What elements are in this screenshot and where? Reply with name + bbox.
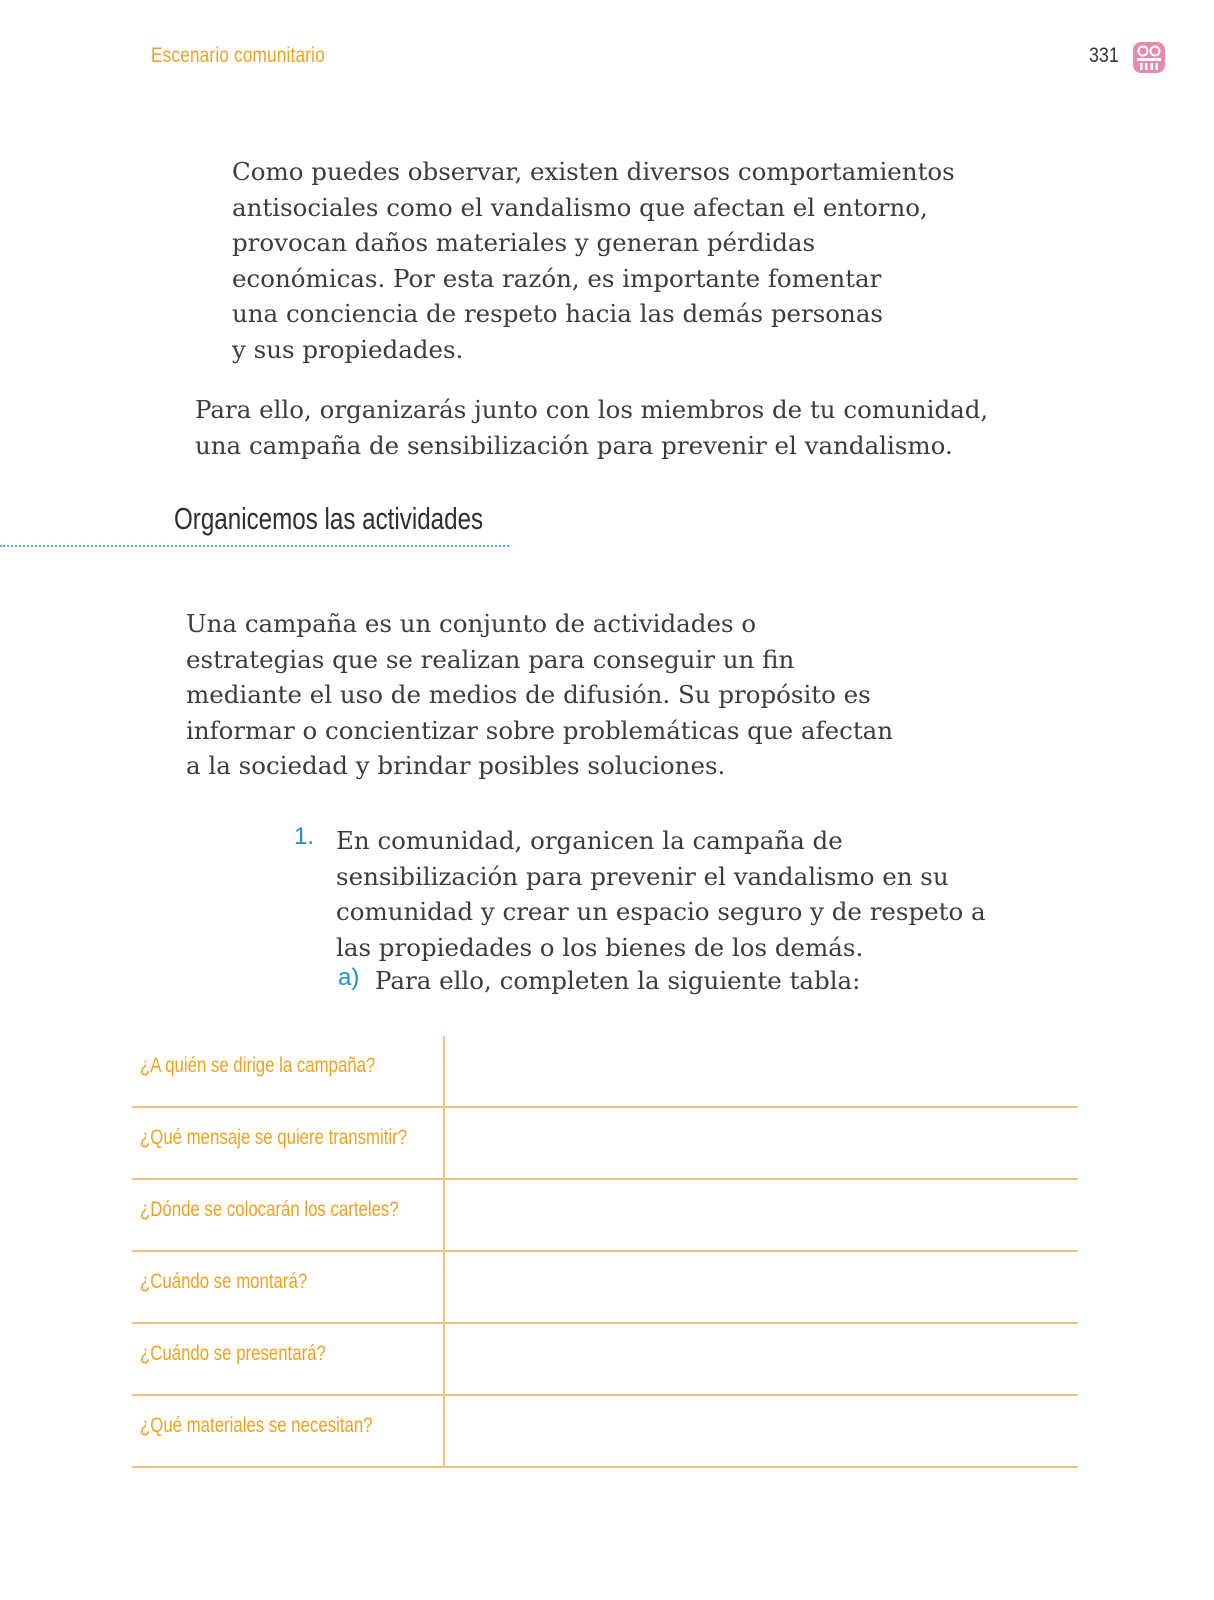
section-label: Escenario comunitario [151, 44, 325, 67]
text-line: mediante el uso de medios de difusión. Su propósito es [186, 680, 871, 709]
table-question: ¿Qué materiales se necesitan? [140, 1414, 373, 1437]
answer-cell[interactable] [445, 1108, 1078, 1178]
table-row [132, 1180, 1078, 1252]
text-line: Para ello, completen la siguiente tabla: [375, 966, 861, 995]
answer-cell[interactable] [445, 1180, 1078, 1250]
text-line: informar o concientizar sobre problemáticas que afectan [186, 715, 894, 745]
text-line: antisociales como el vandalismo que afectan el entorno, [232, 192, 928, 222]
text-line: una conciencia de respeto hacia las demás personas [232, 299, 884, 328]
answer-cell[interactable] [445, 1324, 1078, 1394]
table-question: ¿Qué mensaje se quiere transmitir? [140, 1126, 408, 1149]
text-line: y sus propiedades. [232, 334, 464, 364]
text-line: a la sociedad y brindar posibles soluciones. [186, 751, 726, 780]
table-question: ¿Dónde se colocarán los carteles? [140, 1198, 399, 1221]
table-row [132, 1324, 1078, 1396]
answer-cell[interactable] [445, 1036, 1078, 1106]
definition-paragraph [186, 606, 893, 784]
table-row [132, 1396, 1078, 1468]
sub-item-text [375, 963, 860, 999]
text-line: sensibilización para prevenir el vandalismo en su [336, 861, 949, 891]
table-question: ¿Cuándo se presentará? [140, 1342, 326, 1365]
text-line: económicas. Por esta razón, es importante fomentar [232, 263, 882, 293]
text-line: una campaña de sensibilización para prevenir el vandalismo. [195, 430, 953, 460]
table-question: ¿Cuándo se montará? [140, 1270, 308, 1293]
table-column-divider [443, 1036, 445, 1468]
answer-cell[interactable] [445, 1396, 1078, 1466]
table-row [132, 1036, 1078, 1108]
table-row [132, 1108, 1078, 1180]
campaign-table [132, 1036, 1078, 1468]
text-line: Para ello, organizarás junto con los miembros de tu comunidad, [195, 395, 989, 424]
purpose-paragraph [195, 392, 988, 463]
intro-paragraph [232, 154, 955, 367]
section-divider [0, 545, 509, 547]
activity-number: 1. [294, 823, 315, 850]
text-line: En comunidad, organicen la campaña de [336, 826, 843, 855]
text-line: Como puedes observar, existen diversos comportamientos [232, 157, 955, 186]
table-row [132, 1252, 1078, 1324]
activity-instructions [336, 823, 986, 965]
text-line: las propiedades o los bienes de los demás. [336, 932, 864, 962]
pink-glyph-icon [1132, 41, 1166, 74]
sub-item-letter: a) [338, 964, 360, 991]
text-line: comunidad y crear un espacio seguro y de respeto a [336, 897, 986, 926]
text-line: Una campaña es un conjunto de actividades o [186, 609, 757, 638]
text-line: provocan daños materiales y generan pérdidas [232, 228, 816, 257]
answer-cell[interactable] [445, 1252, 1078, 1322]
text-line: estrategias que se realizan para conseguir un fin [186, 644, 795, 674]
section-heading: Organicemos las actividades [174, 501, 484, 536]
page-number: 331 [1089, 44, 1119, 67]
table-question: ¿A quién se dirige la campaña? [140, 1054, 376, 1077]
